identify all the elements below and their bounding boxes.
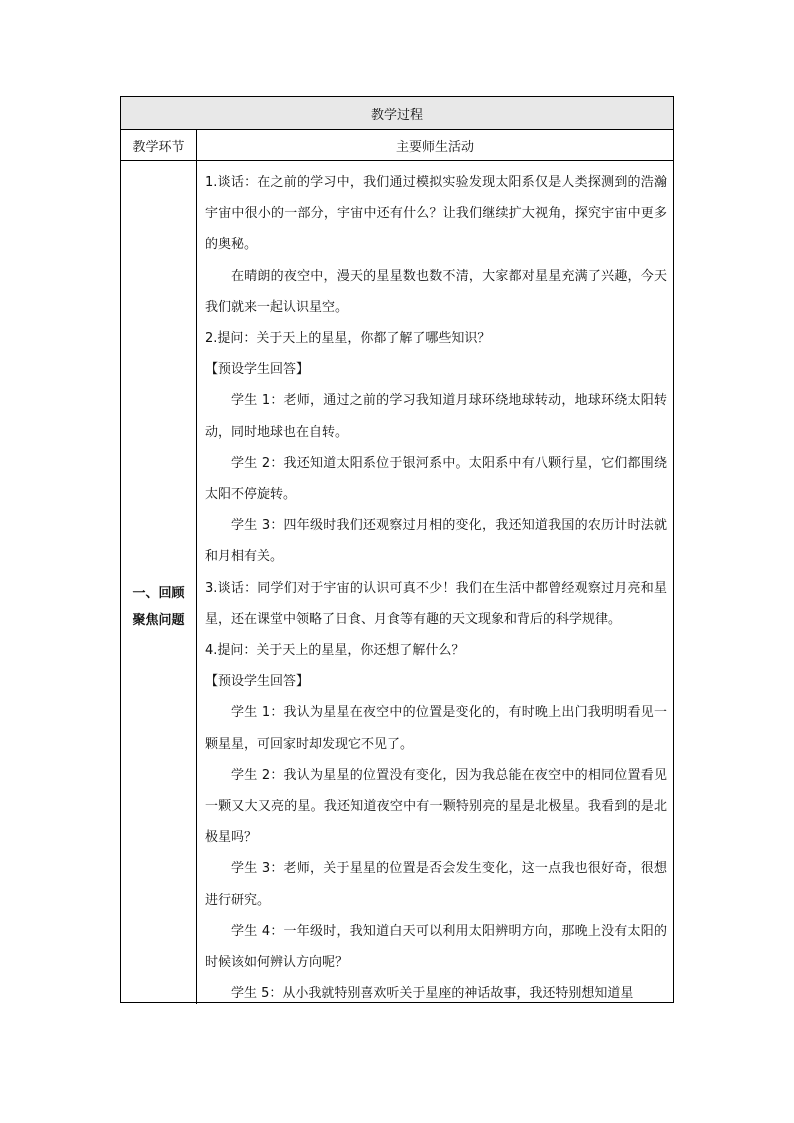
table-title: 教学过程 [121,97,673,130]
paragraph: 学生 1：我认为星星在夜空中的位置是变化的，有时晚上出门我明明看见一颗星星，可回家时却发现它不见了。 [205,705,667,752]
paragraph: 4.提问：关于天上的星星，你还想了解什么？ [205,643,465,659]
paragraph: 学生 3：老师，关于星星的位置是否会发生变化，这一点我也很好奇，很想进行研究。 [205,861,667,908]
table-body-row [121,161,673,1004]
paragraph: 2.提问：关于天上的星星，你都了解了哪些知识？ [205,331,491,347]
paragraph: 学生 2：我认为星星的位置没有变化，因为我总能在夜空中的相同位置看见一颗又大又亮的星。我还知道夜空中有一颗特别亮的星是北极星。我看到的是北极星吗？ [205,767,667,846]
header-stage: 教学环节 [121,130,197,160]
paragraph: 【预设学生回答】 [205,674,310,690]
paragraph: 学生 5：从小我就特别喜欢听关于星座的神话故事，我还特别想知道星 [231,986,634,1002]
paragraph: 学生 2：我还知道太阳系位于银河系中。太阳系中有八颗行星，它们都围绕太阳不停旋转。 [205,455,667,503]
paragraph: 学生 3：四年级时我们还观察过月相的变化，我还知道我国的农历计时法就和月相有关。 [205,518,667,565]
paragraph: 在晴朗的夜空中，漫天的星星数也数不清，大家都对星星充满了兴趣，今天我们就来一起认识星空。 [205,268,667,315]
stage-cell [121,161,197,1004]
paragraph: 【预设学生回答】 [205,362,310,378]
stage-name: 一、回顾聚焦问题 [132,585,185,628]
paragraph: 学生 4：一年级时，我知道白天可以利用太阳辨明方向，那晚上没有太阳的时候该如何辨认方向呢？ [205,923,667,971]
header-activities: 主要师生活动 [395,139,474,155]
paragraph: 学生 1：老师，通过之前的学习我知道月球环绕地球转动，地球环绕太阳转动，同时地球也在自转。 [205,393,667,440]
table-header-row [121,130,673,161]
paragraph: 3.谈话：同学们对于宇宙的认识可真不少！我们在生活中都曾经观察过月亮和星星，还在课堂中领略了日食、月食等有趣的天文现象和背后的科学规律。 [205,580,667,627]
lesson-process-table [120,96,674,1003]
paragraph: 1.谈话：在之前的学习中，我们通过模拟实验发现太阳系仅是人类探测到的浩瀚宇宙中很小的一部分，宇宙中还有什么？让我们继续扩大视角，探究宇宙中更多的奥秘。 [205,175,667,253]
activities-cell [197,161,673,1004]
